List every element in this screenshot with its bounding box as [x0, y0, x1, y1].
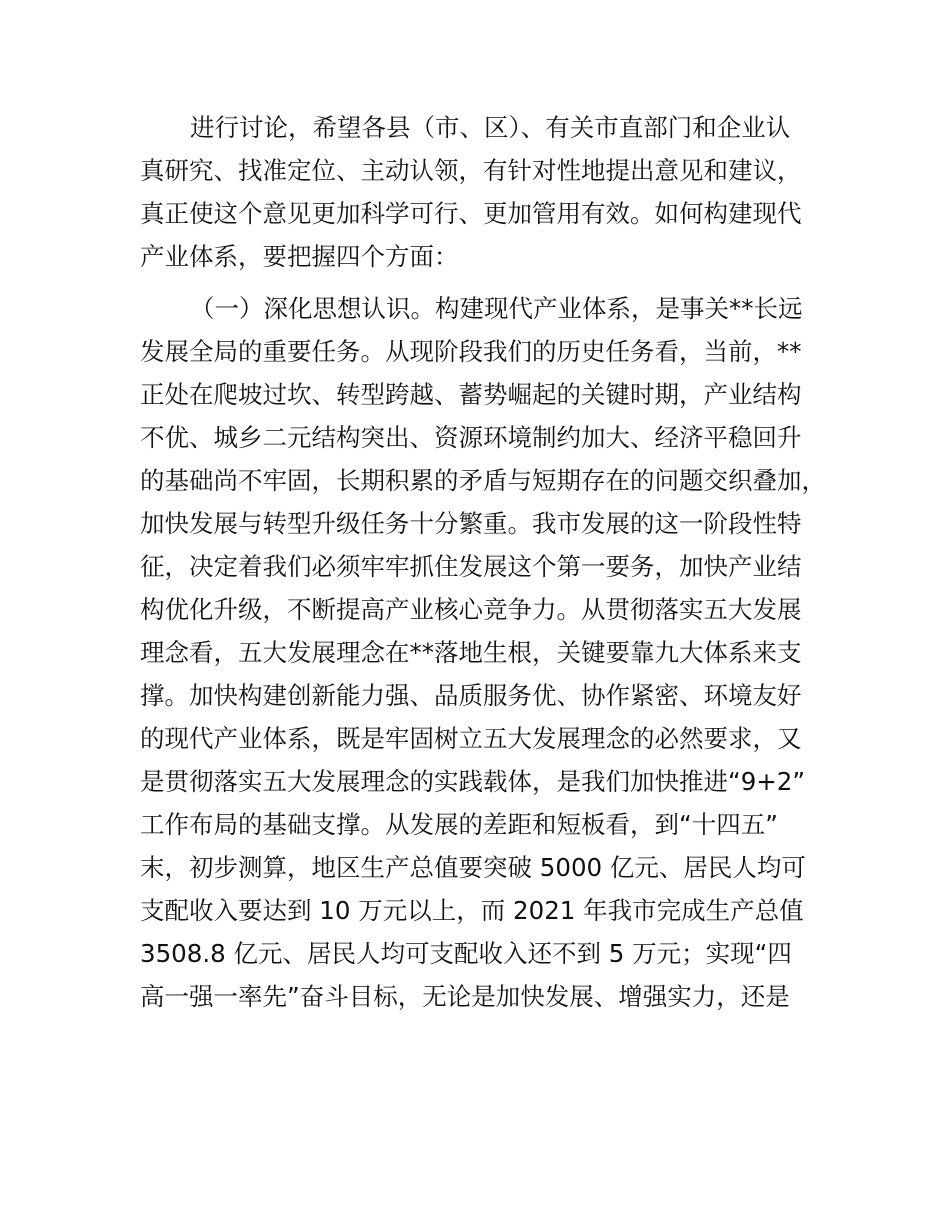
- section-heading-line: （一）深化思想认识。构建现代产业体系，是事关**长远: [190, 294, 803, 323]
- paragraph-line: 支配收入要达到 10 万元以上，而 2021 年我市完成生产总值: [140, 896, 804, 925]
- paragraph-line: 撑。加快构建创新能力强、品质服务优、协作紧密、环境友好: [140, 681, 802, 710]
- paragraph-line: 的基础尚不牢固，长期积累的矛盾与短期存在的问题交织叠加，: [140, 466, 826, 495]
- paragraph-line: 进行讨论，希望各县（市、区）、有关市直部门和企业认: [190, 113, 791, 142]
- paragraph-line: 高一强一率先”奋斗目标，无论是加快发展、增强实力，还是: [140, 982, 790, 1011]
- paragraph-line: 真研究、找准定位、主动认领，有针对性地提出意见和建议，: [140, 156, 802, 185]
- paragraph-line: 发展全局的重要任务。从现阶段我们的历史任务看，当前，**: [140, 337, 802, 366]
- paragraph-line: 是贯彻落实五大发展理念的实践载体，是我们加快推进“9+2”: [140, 767, 806, 796]
- paragraph-line: 不优、城乡二元结构突出、资源环境制约加大、经济平稳回升: [140, 423, 802, 452]
- paragraph-line: 加快发展与转型升级任务十分繁重。我市发展的这一阶段性特: [140, 509, 802, 538]
- paragraph-line: 真正使这个意见更加科学可行、更加管用有效。如何构建现代: [140, 199, 802, 228]
- paragraph-line: 构优化升级，不断提高产业核心竞争力。从贯彻落实五大发展: [140, 595, 802, 624]
- paragraph-line: 产业体系，要把握四个方面：: [140, 242, 459, 271]
- paragraph-line: 的现代产业体系，既是牢固树立五大发展理念的必然要求，又: [140, 724, 802, 753]
- paragraph-line: 3508.8 亿元、居民人均可支配收入还不到 5 万元；实现“四: [140, 939, 792, 968]
- paragraph-line: 正处在爬坡过坎、转型跨越、蓄势崛起的关键时期，产业结构: [140, 380, 802, 409]
- paragraph-line: 理念看，五大发展理念在**落地生根，关键要靠九大体系来支: [140, 638, 802, 667]
- paragraph-line: 工作布局的基础支撑。从发展的差距和短板看，到“十四五”: [140, 810, 778, 839]
- paragraph-line: 征，决定着我们必须牢牢抓住发展这个第一要务，加快产业结: [140, 552, 802, 581]
- paragraph-line: 末，初步测算，地区生产总值要突破 5000 亿元、居民人均可: [140, 853, 806, 882]
